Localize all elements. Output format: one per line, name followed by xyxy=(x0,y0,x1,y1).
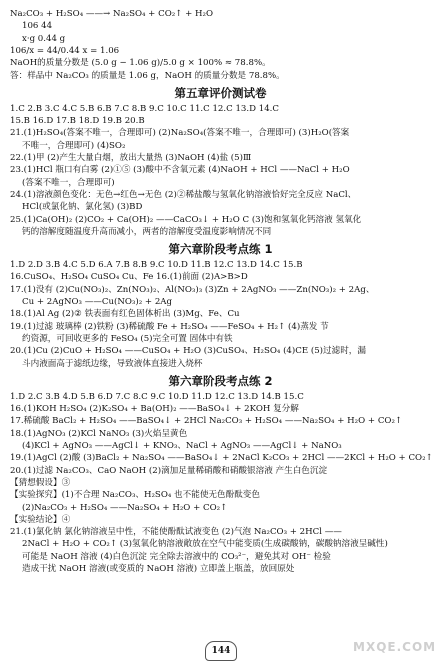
answer-line: NaOH的质量分数是 (5.0 g − 1.06 g)/5.0 g × 100% ≈ 78.8%。 xyxy=(10,58,271,69)
answer-line: 18.(1)AgNO₃ (2)KCl NaNO₃ (3)火焰呈黄色 xyxy=(10,428,188,439)
answer-line: 不唯一，合理即可) (4)SO₂ xyxy=(22,140,126,151)
answer-line: 【猜想假设】③ xyxy=(10,477,71,488)
answer-line: 【实验结论】④ xyxy=(10,514,71,525)
answer-line: 可能是 NaOH 溶液 (4)白色沉淀 完全除去溶液中的 CO₃²⁻，避免其对 OH⁻ 检验 xyxy=(22,551,331,562)
answer-line: 【实验探究】(1)不合理 Na₂CO₃、H₂SO₄ 也不能使无色酚酞变色 xyxy=(10,490,260,501)
answer-line: 16.CuSO₄、H₂SO₄ CuSO₄ Cu、Fe 16.(1)前面 (2)A>B>D xyxy=(10,272,248,283)
answer-line: 21.(1)氯化钠 氯化钠溶液呈中性，不能使酚酞试液变色 (2)气泡 Na₂CO₃ + 2HCl —— xyxy=(10,527,342,538)
answer-line: 2NaCl + H₂O + CO₂↑ (3)氢氧化钠溶液敞放在空气中能变质(生成碳酸钠，碳酸钠溶液呈碱性) xyxy=(22,539,388,550)
answer-line: 1.D 2.C 3.B 4.D 5.B 6.D 7.C 8.C 9.C 10.D 11.D 12.C 13.D 14.B 15.C xyxy=(10,391,304,402)
answer-line: 19.(1)过滤 玻璃棒 (2)铁粉 (3)稀硫酸 Fe + H₂SO₄ ——FeSO₄ + H₂↑ (4)蒸发 节 xyxy=(10,321,329,332)
answer-line: 19.(1)AgCl (2)酸 (3)BaCl₂ + Na₂SO₄ ——BaSO₄↓ + 2NaCl K₂CO₃ + 2HCl ——2KCl + H₂O + CO₂↑ xyxy=(10,453,433,464)
answer-line: 1.C 2.B 3.C 4.C 5.B 6.B 7.C 8.B 9.C 10.C 11.C 12.C 13.D 14.C xyxy=(10,103,279,114)
answer-line: 22.(1)甲 (2)产生大量白烟，放出大量热 (3)NaOH (4)盐 (5)Ⅲ xyxy=(10,153,252,163)
answer-line: 21.(1)H₂SO₄(答案不唯一，合理即可) (2)Na₂SO₄(答案不唯一，合理即可) (3)H₂O(答案 xyxy=(10,128,350,139)
answer-line: 25.(1)Ca(OH)₂ (2)CO₂ + Ca(OH)₂ ——CaCO₃↓ + H₂O C (3)饱和氢氧化钙溶液 氢氧化 xyxy=(10,214,362,225)
answer-line: 20.(1)过滤 Na₂CO₃、CaO NaOH (2)滴加足量稀硝酸和硝酸银溶液 产生白色沉淀 xyxy=(10,465,328,476)
answer-line: 16.(1)KOH H₂SO₄ (2)K₂SO₄ + Ba(OH)₂ ——BaSO₄↓ + 2KOH 复分解 xyxy=(10,404,299,415)
answer-line: 24.(1)溶液颜色变化：无色→红色→无色 (2)②稀盐酸与氢氧化钠溶液恰好完全反应 NaCl、 xyxy=(10,189,357,200)
answer-line: Na₂CO₃ + H₂SO₄ ——→ Na₂SO₄ + CO₂↑ + H₂O xyxy=(10,9,214,19)
answer-line: 15.B 16.D 17.B 18.D 19.B 20.B xyxy=(10,116,145,127)
answer-line: (答案不唯一，合理即可) xyxy=(22,177,115,188)
answer-line: 1.D 2.D 3.B 4.C 5.D 6.A 7.B 8.B 9.C 10.D 11.B 12.C 13.D 14.C 15.B xyxy=(10,260,303,271)
answer-line: 钙的溶解度随温度升高而减小，两者的溶解度受温度影响情况不同 xyxy=(22,226,272,237)
answer-line: 答：样品中 Na₂CO₃ 的质量是 1.06 g，NaOH 的质量分数是 78.8%。 xyxy=(10,70,285,81)
section-heading: 第六章阶段考点练 1 xyxy=(168,242,273,257)
answer-line: x·g 0.44 g xyxy=(22,33,66,44)
answer-line: 106 44 xyxy=(22,21,53,32)
section-heading: 第六章阶段考点练 2 xyxy=(168,373,273,388)
answer-line: Cu + 2AgNO₃ ——Cu(NO₃)₂ + 2Ag xyxy=(22,297,172,307)
answer-line: (4)KCl + AgNO₃ ——AgCl↓ + KNO₃、NaCl + AgNO₃ ——AgCl↓ + NaNO₃ xyxy=(22,441,342,451)
answer-line: 17.稀硫酸 BaCl₂ + H₂SO₄ ——BaSO₄↓ + 2HCl Na₂CO₃ + H₂SO₄ ——Na₂SO₄ + H₂O + CO₂↑ xyxy=(10,416,403,427)
answer-line: 18.(1)Al Ag (2)② 铁表面有红色固体析出 (3)Mg、Fe、Cu xyxy=(10,309,240,320)
answer-line: (2)Na₂CO₃ + H₂SO₄ ——Na₂SO₄ + H₂O + CO₂↑ xyxy=(22,502,228,513)
answer-line: HCl(或氯化钠、氯化氢) (3)BD xyxy=(22,202,143,213)
answer-line: 20.(1)Cu (2)CuO + H₂SO₄ ——CuSO₄ + H₂O (3)CuSO₄、H₂SO₄ (4)CE (5)过滤时，漏 xyxy=(10,346,366,357)
answer-line: 106/x = 44/0.44 x = 1.06 xyxy=(10,45,120,56)
answer-line: 造成干扰 NaOH 溶液(或变质的 NaOH 溶液) 立即盖上瓶盖，放回原处 xyxy=(22,564,295,574)
answer-line: 约资源，可回收更多的 FeSO₄ (5)完全可置 固体中有铁 xyxy=(22,333,233,344)
answer-line: 17.(1)没有 (2)Cu(NO₃)₂、Zn(NO₃)₂、Al(NO₃)₃ (3)Zn + 2AgNO₃ ——Zn(NO₃)₂ + 2Ag、 xyxy=(10,284,375,295)
answer-line: 23.(1)HCl 瓶口有白雾 (2)①⑤ (3)酸中不含氧元素 (4)NaOH + HCl ——NaCl + H₂O xyxy=(10,165,350,176)
watermark-logo: MXQE.COM xyxy=(353,640,437,654)
page-number: 144 xyxy=(205,641,237,661)
section-heading: 第五章评价测试卷 xyxy=(174,85,267,100)
answer-line: 斗内液面高于滤纸边缘，导致液体直接进入烧杯 xyxy=(22,358,203,369)
